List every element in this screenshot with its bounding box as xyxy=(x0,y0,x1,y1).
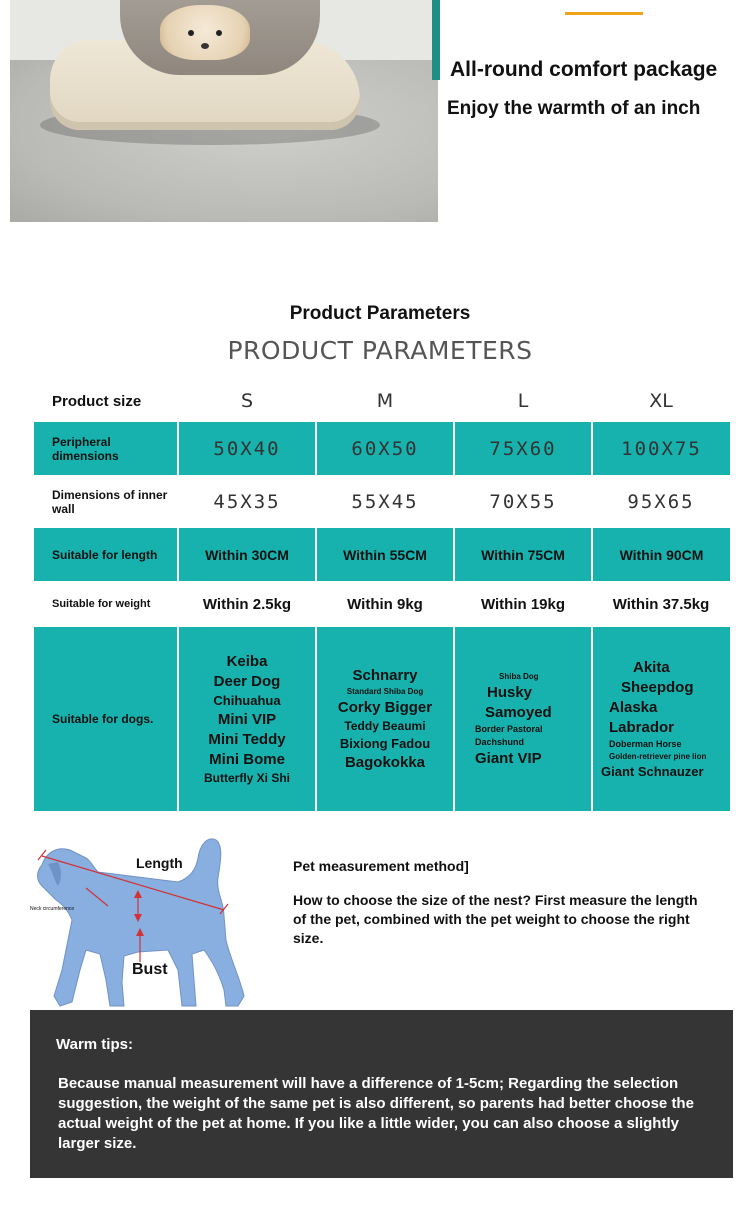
params-heading: Product Parameters xyxy=(289,303,471,324)
inner-m: 55X45 xyxy=(316,475,454,528)
dog-in-bed xyxy=(160,5,250,60)
peripheral-l: 75X60 xyxy=(454,422,592,475)
row-label-weight: Suitable for weight xyxy=(34,581,178,627)
params-heading-en: PRODUCT PARAMETERS xyxy=(227,336,533,365)
dog-breed: Sheepdog xyxy=(621,679,694,696)
measure-description: How to choose the size of the nest? First measure the length of the pet, combined with the pet weight to choose the right size. xyxy=(293,892,698,946)
row-label-size: Product size xyxy=(34,380,178,422)
dog-breed: Mini Bome xyxy=(209,751,285,768)
row-label-inner: Dimensions of inner wall xyxy=(34,475,178,528)
dog-breed: Deer Dog xyxy=(213,673,281,690)
size-m: M xyxy=(316,380,454,422)
dog-breed: Butterfly Xi Shi xyxy=(203,771,290,785)
dog-breed: Standard Shiba Dog xyxy=(346,687,424,696)
length-label: Length xyxy=(136,855,183,871)
dog-breed: Mini VIP xyxy=(217,711,277,728)
table-row-weight xyxy=(34,581,730,627)
hero-accent-line xyxy=(565,12,643,15)
length-s: Within 30CM xyxy=(178,528,316,581)
table-row-length xyxy=(34,528,730,581)
dog-breed: Giant Schnauzer xyxy=(601,764,704,779)
size-xl: XL xyxy=(592,380,730,422)
length-m: Within 55CM xyxy=(316,528,454,581)
inner-l: 70X55 xyxy=(454,475,592,528)
dogs-xl xyxy=(592,627,730,811)
dog-breed: Golden-retriever pine lion xyxy=(609,752,707,761)
dogs-m xyxy=(316,627,454,811)
length-l: Within 75CM xyxy=(454,528,592,581)
dog-eye-left xyxy=(188,30,194,36)
dog-breed: Keiba xyxy=(226,653,268,670)
hero-title: All-round comfort package xyxy=(450,58,718,81)
dog-breed: Mini Teddy xyxy=(208,731,286,748)
weight-m: Within 9kg xyxy=(316,581,454,627)
dog-breed: Dachshund xyxy=(475,736,525,747)
dog-breed: Alaska xyxy=(609,699,658,716)
row-label-peripheral: Peripheral dimensions xyxy=(34,422,178,475)
dogs-l xyxy=(454,627,592,811)
table-row-size xyxy=(34,380,730,422)
length-xl: Within 90CM xyxy=(592,528,730,581)
product-photo xyxy=(10,0,438,222)
dog-breed: Labrador xyxy=(609,719,675,736)
weight-l: Within 19kg xyxy=(454,581,592,627)
size-s: S xyxy=(178,380,316,422)
neck-label: Neck circumference xyxy=(30,906,75,912)
measure-title: Pet measurement method] xyxy=(293,858,469,874)
weight-xl: Within 37.5kg xyxy=(592,581,730,627)
dog-breed: Giant VIP xyxy=(475,749,542,767)
warm-tips-box xyxy=(30,1010,733,1178)
table-row-peripheral xyxy=(34,422,730,475)
dog-eye-right xyxy=(216,30,222,36)
spec-table xyxy=(34,380,730,811)
dogs-s xyxy=(178,627,316,811)
dog-breed: Shiba Dog xyxy=(499,671,539,681)
hero-photo-edge xyxy=(432,0,440,80)
dog-breed: Bagokokka xyxy=(344,754,426,771)
dog-breed: Bixiong Fadou xyxy=(339,736,431,751)
dog-breed: Border Pastoral xyxy=(475,723,543,734)
bust-label: Bust xyxy=(132,961,168,978)
table-row-inner xyxy=(34,475,730,528)
dog-breed: Schnarry xyxy=(352,667,418,684)
dog-breed: Chihuahua xyxy=(213,693,281,708)
hero-subtitle: Enjoy the warmth of an inch xyxy=(447,98,701,119)
weight-s: Within 2.5kg xyxy=(178,581,316,627)
dog-nose xyxy=(201,43,209,49)
table-row-dogs xyxy=(34,627,730,811)
dog-breed: Husky xyxy=(487,683,533,701)
dog-breed: Samoyed xyxy=(485,703,552,721)
tips-title: Warm tips: xyxy=(56,1036,133,1053)
row-label-length: Suitable for length xyxy=(34,528,178,581)
peripheral-m: 60X50 xyxy=(316,422,454,475)
dog-breed: Teddy Beaumi xyxy=(344,719,426,733)
dog-measurement-diagram xyxy=(28,830,260,1012)
peripheral-xl: 100X75 xyxy=(592,422,730,475)
dog-breed: Corky Bigger xyxy=(337,699,433,716)
peripheral-s: 50X40 xyxy=(178,422,316,475)
row-label-dogs: Suitable for dogs. xyxy=(34,627,178,811)
inner-xl: 95X65 xyxy=(592,475,730,528)
tips-text: Because manual measurement will have a difference of 1-5cm; Regarding the selection suggestion, the weight of the same pet is also different, so parents had better choose the actual weight of the pet at home. If you like a little wider, you can also choose a slightly larger size. xyxy=(58,1075,694,1152)
size-l: L xyxy=(454,380,592,422)
inner-s: 45X35 xyxy=(178,475,316,528)
dog-breed: Akita xyxy=(633,659,670,676)
dog-breed: Doberman Horse xyxy=(609,739,682,749)
